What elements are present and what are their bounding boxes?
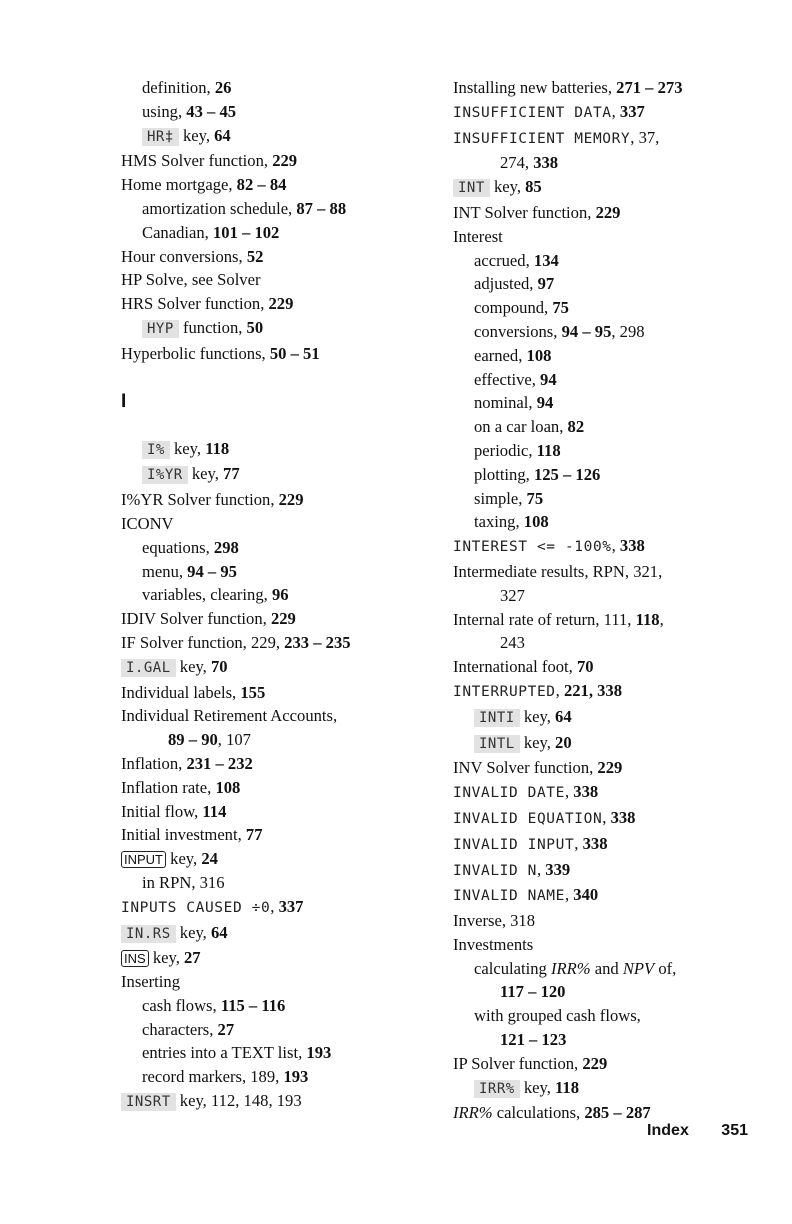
- menu-key-label: INT: [453, 179, 490, 197]
- index-entry: [121, 752, 421, 776]
- index-entry: [121, 1065, 421, 1089]
- page-reference: 229: [270, 609, 296, 629]
- index-entry: [453, 510, 773, 534]
- display-message: INVALID N: [453, 862, 537, 879]
- footer-section-label: Index: [647, 1122, 689, 1139]
- entry-text: record markers, 189,: [142, 1067, 284, 1087]
- index-entry: [121, 342, 421, 366]
- display-message: INSUFFICIENT MEMORY: [453, 130, 631, 147]
- page-reference: 338: [582, 833, 608, 853]
- menu-key-label: IN.RS: [121, 925, 176, 943]
- page-reference: 108: [523, 512, 549, 532]
- entry-text: characters,: [142, 1019, 218, 1039]
- index-section-letter: I: [121, 390, 127, 412]
- entry-text: INV Solver function,: [453, 758, 598, 778]
- index-entry: [121, 946, 421, 970]
- entry-text: accrued,: [474, 250, 534, 270]
- index-column-left: [121, 76, 421, 1115]
- index-entry: [121, 994, 421, 1018]
- index-entry: [121, 704, 421, 728]
- variable-name: NPV: [622, 958, 655, 978]
- page-reference: 337: [278, 896, 304, 916]
- page-reference: 94 – 95: [187, 561, 237, 581]
- entry-text: amortization schedule,: [142, 198, 297, 218]
- entry-text: key,: [519, 706, 556, 726]
- menu-key-label: IRR%: [474, 1080, 520, 1098]
- entry-text: in RPN, 316: [142, 872, 225, 892]
- entry-text: 243: [500, 633, 525, 653]
- page-reference: 50: [246, 317, 264, 337]
- page-reference: 64: [214, 125, 231, 145]
- entry-text: key, 112, 148, 193: [175, 1091, 302, 1111]
- index-entry: [453, 655, 773, 679]
- entry-text: of,: [654, 958, 677, 978]
- page-reference: 229: [268, 294, 294, 314]
- entry-text: equations,: [142, 537, 214, 557]
- index-entry: [453, 560, 773, 584]
- entry-text: HRS Solver function,: [121, 294, 269, 314]
- entry-text: Initial flow,: [121, 801, 203, 821]
- entry-text: using,: [142, 101, 187, 121]
- index-entry: [121, 536, 421, 560]
- entry-text: Individual labels,: [121, 682, 241, 702]
- entry-text: HMS Solver function,: [121, 151, 273, 171]
- display-message: INSUFFICIENT DATA: [453, 104, 612, 121]
- page-reference: 338: [619, 536, 645, 556]
- variable-name: IRR%: [550, 958, 591, 978]
- entry-text: Intermediate results, RPN, 321,: [453, 561, 663, 581]
- entry-text: key,: [148, 948, 184, 968]
- index-entry: [453, 957, 773, 981]
- index-entry: [453, 806, 773, 832]
- page-reference: 70: [210, 656, 228, 676]
- index-entry: [121, 76, 421, 100]
- index-entry: [453, 1076, 773, 1102]
- page-reference: 26: [214, 78, 232, 97]
- page-reference: 229: [278, 490, 304, 510]
- entry-text: Hour conversions,: [121, 246, 247, 266]
- entry-text: ,: [611, 101, 620, 121]
- entry-text: calculating: [474, 958, 551, 978]
- page-reference: 85: [525, 177, 542, 197]
- page-reference: 339: [545, 859, 571, 879]
- page-reference: 52: [246, 246, 264, 266]
- entry-text: nominal,: [474, 393, 537, 413]
- page-reference: 229: [272, 151, 298, 171]
- menu-key-label: I%: [142, 441, 170, 459]
- index-entry: [453, 584, 773, 608]
- index-entry: [121, 655, 421, 681]
- entry-text: 327: [500, 585, 525, 605]
- index-entry: [121, 681, 421, 705]
- index-entry: [453, 731, 773, 757]
- entry-text: Hyperbolic functions,: [121, 343, 270, 363]
- page-reference: 338: [533, 153, 559, 173]
- entry-text: compound,: [474, 298, 553, 318]
- page-reference: 64: [555, 706, 572, 726]
- entry-text: ,: [555, 680, 564, 700]
- display-message: INTEREST <= -100%: [453, 539, 612, 556]
- entry-text: plotting,: [474, 464, 534, 484]
- entry-text: ,: [611, 536, 620, 556]
- entry-text: ,: [536, 859, 546, 879]
- entry-text: calculations,: [492, 1103, 585, 1123]
- index-entry: [121, 462, 421, 488]
- index-entry: [121, 1041, 421, 1065]
- index-entry: [121, 173, 421, 197]
- index-entry: [121, 512, 421, 536]
- page-reference: 94: [540, 369, 557, 389]
- page-reference: 27: [217, 1019, 235, 1039]
- index-entry: [453, 705, 773, 731]
- page-reference: 77: [223, 464, 240, 484]
- index-entry: [453, 487, 773, 511]
- page-reference: 271 – 273: [616, 78, 683, 97]
- index-entry: [121, 728, 421, 752]
- index-entry: [453, 858, 773, 884]
- page-reference: 20: [555, 732, 572, 752]
- entry-text: periodic,: [474, 440, 537, 460]
- index-entry: [453, 832, 773, 858]
- page-number: 351: [721, 1122, 748, 1139]
- entry-text: ,: [270, 896, 279, 916]
- index-entry: [453, 201, 773, 225]
- entry-text: Canadian,: [142, 222, 213, 242]
- entry-text: ,: [564, 782, 574, 802]
- entry-text: key,: [169, 438, 206, 458]
- index-entry: [453, 272, 773, 296]
- index-entry: [453, 249, 773, 273]
- entry-text: key,: [166, 849, 202, 869]
- page-reference: 94: [536, 393, 554, 413]
- index-entry: [453, 126, 773, 152]
- entry-text: cash flows,: [142, 995, 221, 1015]
- menu-key-label: I.GAL: [121, 659, 176, 677]
- index-entry: [121, 124, 421, 150]
- page-reference: 125 – 126: [533, 464, 601, 484]
- entry-text: with grouped cash flows,: [474, 1006, 641, 1026]
- index-entry: [121, 1089, 421, 1115]
- index-entry: [453, 780, 773, 806]
- entry-text: ,: [574, 833, 583, 853]
- index-entry: [453, 296, 773, 320]
- page-reference: 118: [555, 1077, 580, 1097]
- entry-text: Inflation,: [121, 753, 187, 773]
- page-reference: 193: [306, 1043, 332, 1063]
- index-entry: [453, 344, 773, 368]
- entry-text: I%YR Solver function,: [121, 490, 279, 510]
- entry-text: variables, clearing,: [142, 585, 272, 605]
- entry-text: ICONV: [121, 513, 174, 533]
- index-column-right: [453, 76, 773, 1125]
- index-entry: [121, 800, 421, 824]
- index-entry: [453, 1004, 773, 1028]
- page-reference: 118: [635, 609, 660, 629]
- index-entry: [453, 756, 773, 780]
- index-entry: [453, 225, 773, 249]
- entry-text: adjusted,: [474, 274, 538, 294]
- page-reference: 114: [202, 801, 227, 821]
- page-reference: 82 – 84: [236, 175, 287, 195]
- page-reference: 82: [567, 417, 585, 437]
- page-reference: 285 – 287: [584, 1103, 651, 1123]
- display-message: INVALID EQUATION: [453, 810, 603, 827]
- index-entry: [453, 608, 773, 632]
- entry-text: , 37,: [630, 127, 660, 147]
- page-reference: 50 – 51: [269, 343, 320, 363]
- entry-text: on a car loan,: [474, 417, 568, 437]
- page-reference: 338: [610, 807, 636, 827]
- menu-key-label: I%YR: [142, 466, 188, 484]
- entry-text: ,: [659, 609, 664, 629]
- index-entry: [121, 776, 421, 800]
- index-entry: [453, 415, 773, 439]
- entry-text: key,: [489, 177, 526, 197]
- entry-text: definition,: [142, 78, 215, 97]
- index-entry: [453, 1028, 773, 1052]
- page-reference: 338: [573, 782, 599, 802]
- index-entry: [121, 268, 421, 292]
- index-entry: [453, 463, 773, 487]
- index-entry: [453, 1052, 773, 1076]
- entry-text: International foot,: [453, 657, 577, 677]
- index-entry: [453, 631, 773, 655]
- index-entry: [121, 197, 421, 221]
- display-message: INVALID INPUT: [453, 836, 575, 853]
- entry-text: taxing,: [474, 512, 524, 532]
- page-reference: 108: [215, 777, 241, 797]
- page-reference: 24: [201, 849, 218, 869]
- page-footer: [647, 1122, 748, 1140]
- index-entry: [121, 488, 421, 512]
- entry-text: key,: [519, 732, 556, 752]
- display-message: INPUTS CAUSED ÷0: [121, 899, 271, 916]
- index-entry: [453, 100, 773, 126]
- entry-text: Initial investment,: [121, 825, 246, 845]
- index-entry: [453, 534, 773, 560]
- entry-text: Individual Retirement Accounts,: [121, 706, 338, 726]
- entry-text: , 107: [217, 730, 251, 750]
- display-message: INVALID DATE: [453, 785, 565, 802]
- entry-text: Inserting: [121, 972, 180, 992]
- index-entry: [121, 970, 421, 994]
- entry-text: IDIV Solver function,: [121, 609, 271, 629]
- index-entry: [121, 149, 421, 173]
- page-reference: 193: [283, 1067, 309, 1087]
- entry-text: entries into a TEXT list,: [142, 1043, 307, 1063]
- index-entry: [453, 883, 773, 909]
- index-entry: [453, 175, 773, 201]
- menu-key-label: INTL: [474, 735, 520, 753]
- page-reference: 118: [205, 438, 230, 458]
- page-reference: 118: [536, 440, 561, 460]
- index-entry: [121, 221, 421, 245]
- index-entry: [453, 980, 773, 1004]
- index-entry: [453, 320, 773, 344]
- page-reference: 337: [619, 101, 645, 121]
- index-entry: [121, 437, 421, 463]
- entry-text: IF Solver function, 229,: [121, 632, 285, 652]
- index-entry: [453, 368, 773, 392]
- menu-key-label: INTI: [474, 709, 520, 727]
- page-reference: 75: [526, 488, 544, 508]
- index-entry: [121, 871, 421, 895]
- entry-text: Inverse, 318: [453, 911, 536, 931]
- display-message: INTERRUPTED: [453, 683, 556, 700]
- variable-name: IRR%: [453, 1103, 493, 1123]
- index-entry: [453, 909, 773, 933]
- entry-text: ,: [564, 885, 574, 905]
- index-entry: [453, 151, 773, 175]
- entry-text: Inflation rate,: [121, 777, 216, 797]
- entry-text: and: [590, 958, 623, 978]
- page-reference: 229: [595, 202, 621, 222]
- entry-text: function,: [178, 317, 247, 337]
- page-reference: 340: [573, 885, 599, 905]
- page-reference: 229: [582, 1053, 608, 1073]
- entry-text: key,: [175, 922, 211, 942]
- menu-key-label: HR‡: [142, 128, 179, 146]
- index-entry: [121, 560, 421, 584]
- page-reference: 108: [526, 345, 552, 365]
- index-entry: [453, 76, 773, 100]
- page-reference: 43 – 45: [186, 101, 237, 121]
- page-reference: 134: [533, 250, 559, 270]
- page-reference: 101 – 102: [212, 222, 280, 242]
- index-entry: [453, 439, 773, 463]
- index-entry: [121, 823, 421, 847]
- keyboard-key-label: INS: [121, 950, 149, 967]
- index-entry: [453, 933, 773, 957]
- index-entry: [121, 921, 421, 947]
- page-reference: 96: [271, 585, 289, 605]
- index-entry: [121, 316, 421, 342]
- index-entry: [121, 631, 421, 655]
- entry-text: menu,: [142, 561, 188, 581]
- page-reference: 231 – 232: [186, 753, 253, 773]
- keyboard-key-label: INPUT: [121, 851, 166, 868]
- page-reference: 115 – 116: [220, 995, 286, 1015]
- page-reference: 27: [184, 948, 201, 968]
- page-reference: 117 – 120: [500, 982, 566, 1002]
- page-reference: 75: [552, 298, 569, 318]
- entry-text: 274,: [500, 153, 534, 173]
- menu-key-label: INSRT: [121, 1093, 176, 1111]
- page-reference: 89 – 90: [168, 730, 218, 750]
- entry-text: earned,: [474, 345, 527, 365]
- page-reference: 94 – 95: [561, 321, 612, 341]
- page-reference: 298: [213, 537, 239, 557]
- entry-text: , 298: [611, 321, 645, 341]
- entry-text: key,: [175, 656, 211, 676]
- index-entry: [453, 391, 773, 415]
- index-entry: [121, 245, 421, 269]
- entry-text: conversions,: [474, 321, 562, 341]
- entry-text: effective,: [474, 369, 541, 389]
- page-reference: 77: [245, 825, 263, 845]
- page-reference: 70: [576, 657, 594, 677]
- page-reference: 87 – 88: [296, 198, 347, 218]
- page-reference: 155: [240, 682, 266, 702]
- entry-text: key,: [178, 125, 215, 145]
- index-entry: [121, 583, 421, 607]
- entry-text: IP Solver function,: [453, 1053, 583, 1073]
- entry-text: key,: [187, 464, 224, 484]
- entry-text: HP Solve, see Solver: [121, 270, 261, 290]
- entry-text: Investments: [453, 934, 534, 954]
- entry-text: Home mortgage,: [121, 175, 237, 195]
- display-message: INVALID NAME: [453, 888, 565, 905]
- entry-text: simple,: [474, 488, 527, 508]
- page-reference: 221, 338: [563, 680, 623, 700]
- page-reference: 229: [597, 758, 623, 778]
- index-entry: [121, 895, 421, 921]
- page-reference: 233 – 235: [284, 632, 351, 652]
- index-entry: [453, 679, 773, 705]
- entry-text: Installing new batteries,: [453, 78, 617, 97]
- page-reference: 64: [210, 922, 228, 942]
- entry-text: ,: [602, 807, 611, 827]
- entry-text: INT Solver function,: [453, 202, 596, 222]
- entry-text: key,: [519, 1077, 556, 1097]
- index-entry: [121, 292, 421, 316]
- index-entry: [121, 847, 421, 871]
- menu-key-label: HYP: [142, 320, 179, 338]
- index-entry: [121, 1018, 421, 1042]
- index-entry: [121, 100, 421, 124]
- entry-text: Internal rate of return, 111,: [453, 609, 636, 629]
- page-reference: 121 – 123: [500, 1030, 567, 1050]
- entry-text: Interest: [453, 226, 503, 246]
- page-reference: 97: [537, 274, 555, 294]
- index-entry: [121, 607, 421, 631]
